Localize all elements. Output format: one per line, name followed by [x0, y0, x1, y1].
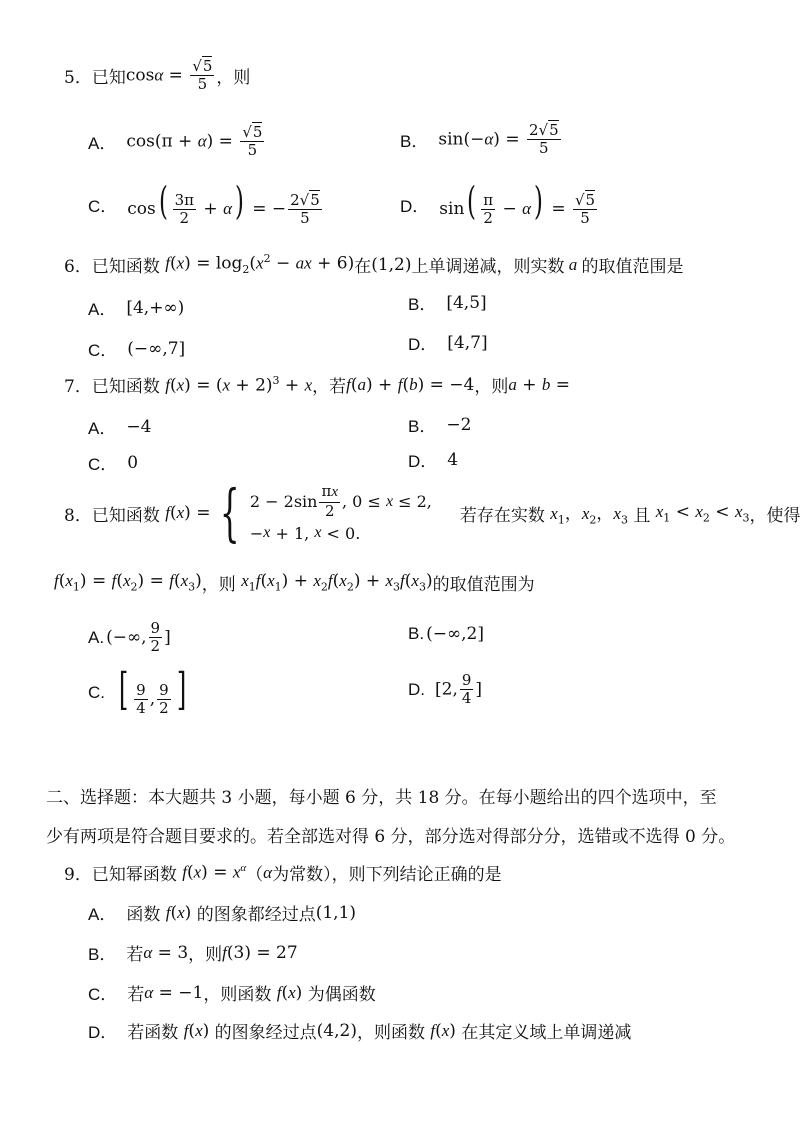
q9-option-a[interactable]: A． 函数 f(x) 的图象都经过点 (1,1)	[88, 902, 357, 925]
q8-option-a[interactable]: A. (−∞, $\frac{9}{2}$ ]	[88, 619, 171, 656]
q7-option-d[interactable]: D． 4	[408, 449, 459, 471]
q6-stem: 6． 已知函数 $f(x) = \log_2(x^2$ − ax + 6) 在 (1,2) 上单调递减，则实数 a 的取值范围是	[64, 252, 684, 277]
section2-heading-line2: 少有两项是符合题目要求的。若全部选对得 6 分，部分选对得部分分，选错或不选得 0 分。	[46, 827, 736, 847]
q6-option-a[interactable]: A． [4,+∞)	[88, 297, 185, 319]
q7-stem: 7． 已知函数 $f(x) = (x + 2)^3 + x$ ，若 f(a) + f(b) = −4 ，则 a + b =	[64, 373, 571, 397]
q6-option-b[interactable]: B． [4,5]	[408, 292, 487, 314]
q7-option-b[interactable]: B． −2	[408, 414, 472, 436]
piecewise-definition: 2 − 2sin $\frac{\pi x}{2}$ , 0 ≤ x ≤ 2, − x + 1, x < 0.	[249, 482, 432, 543]
q8-option-c[interactable]: C. [ $\frac{9}{4}$ , $\frac{9}{2}$ ]	[88, 664, 186, 717]
q8-stem-line2: $f(x_1) = f(x_2) = f(x_3)$ ，则 $x_1f(x_1) + x_2f(x_2) + x_3f(x_3)$ 的取值范围为	[54, 571, 535, 595]
q6-option-d[interactable]: D． [4,7]	[408, 332, 488, 354]
q7-option-a[interactable]: A． −4	[88, 416, 152, 438]
q9-option-c[interactable]: C． 若 α = −1 ，则函数 f(x) 为偶函数	[88, 982, 376, 1005]
q5-option-d[interactable]: D． sin( $\frac{\pi}{2}$ − α) = $\frac{√5}{5}$	[400, 179, 596, 227]
q5-stem: 5． 已知 cosα = $\frac{√5}{5}$ ，则	[64, 57, 251, 94]
section2-heading-line1: 二、选择题：本大题共 3 小题，每小题 6 分，共 18 分。在每小题给出的四个选项中，至	[46, 788, 717, 808]
q8-option-b[interactable]: B. (−∞,2]	[408, 624, 484, 644]
q8-option-d[interactable]: D. [2, $\frac{9}{4}$ ]	[408, 671, 483, 708]
q5-option-a[interactable]: A． cos(π + α) = $\frac{√5}{5}$	[88, 123, 263, 160]
q5-option-b[interactable]: B． sin(−α) = $\frac{2√5}{5}$	[400, 121, 559, 158]
q9-option-d[interactable]: D． 若函数 f(x) 的图象经过点 (4,2) ，则函数 f(x) 在其定义域上单调递减	[88, 1020, 632, 1043]
q8-stem: 8． 已知函数 f(x) = { 2 − 2sin $\frac{\pi x}{2}$ , 0 ≤ x ≤ 2, − x + 1, x < 0. 若存在实数 $x_1$，$x_2$，$x_3$ 且 $x_1 < x_2 < x_3$ ，使得	[64, 476, 801, 549]
q7-option-c[interactable]: C． 0	[88, 452, 139, 474]
q9-stem: 9． 已知幂函数 $f(x) = x^\alpha$ （ α 为常数），则下列结论正确的是	[64, 862, 502, 885]
q9-option-b[interactable]: B． 若 α = 3 ，则 f(3) = 27	[88, 942, 298, 965]
q5-number: 5．	[64, 68, 92, 89]
q5-formula: cosα = $\frac{√5}{5}$	[125, 57, 213, 94]
q6-option-c[interactable]: C． (−∞,7]	[88, 338, 186, 360]
q5-option-c[interactable]: C． cos( $\frac{3\pi}{2}$ + α) = − $\frac{2√5}{5}$	[88, 179, 320, 227]
